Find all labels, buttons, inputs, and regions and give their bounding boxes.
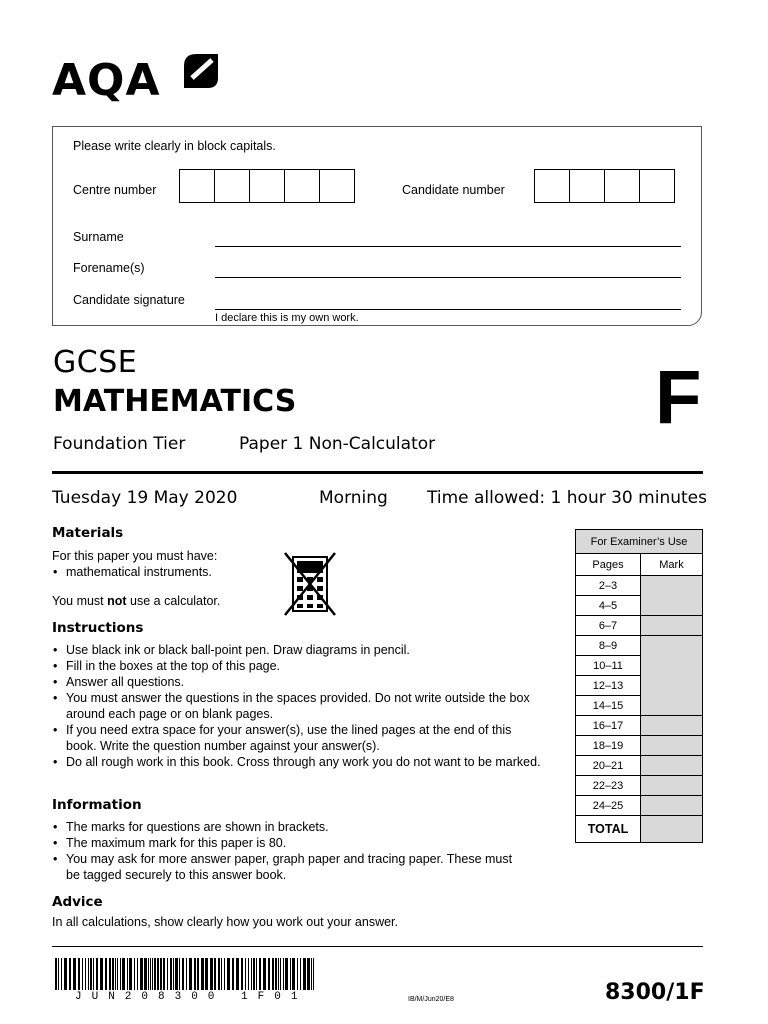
candidate-digit-box[interactable] bbox=[604, 169, 640, 203]
table-row: 16–17 bbox=[576, 716, 641, 736]
mark-cell[interactable] bbox=[641, 796, 703, 816]
table-row: 10–11 bbox=[576, 656, 641, 676]
list-item: • The maximum mark for this paper is 80. bbox=[52, 835, 522, 851]
examiner-table-title: For Examiner’s Use bbox=[576, 530, 703, 554]
logo-text: AQA bbox=[52, 55, 161, 106]
list-item: • Do all rough work in this book. Cross through any work you do not want to be marked. bbox=[52, 754, 542, 770]
footer-divider bbox=[52, 946, 703, 947]
qualification-title: GCSE bbox=[53, 345, 138, 380]
information-list bbox=[52, 819, 522, 883]
candidate-digit-box[interactable] bbox=[534, 169, 570, 203]
calculator-rule: You must not use a calculator. bbox=[52, 594, 221, 608]
pages-column-header: Pages bbox=[576, 554, 641, 576]
title-divider bbox=[52, 471, 703, 474]
list-item: • Answer all questions. bbox=[52, 674, 542, 690]
table-row: 4–5 bbox=[576, 596, 641, 616]
list-item: • You must answer the questions in the spaces provided. Do not write outside the box around each page or on blank pages. bbox=[52, 690, 542, 722]
centre-number-boxes[interactable] bbox=[179, 169, 355, 203]
block-capitals-instruction: Please write clearly in block capitals. bbox=[73, 139, 276, 153]
instructions-heading: Instructions bbox=[52, 620, 144, 636]
list-item: • The marks for questions are shown in brackets. bbox=[52, 819, 522, 835]
information-heading: Information bbox=[52, 797, 142, 813]
instructions-list bbox=[52, 642, 542, 770]
materials-intro: For this paper you must have: bbox=[52, 549, 218, 563]
advice-heading: Advice bbox=[52, 894, 103, 910]
list-item: • Use black ink or black ball-point pen. Draw diagrams in pencil. bbox=[52, 642, 542, 658]
advice-text: In all calculations, show clearly how you work out your answer. bbox=[52, 915, 398, 929]
mark-cell[interactable] bbox=[641, 616, 703, 636]
aqa-logo bbox=[52, 52, 222, 112]
examiner-use-table bbox=[575, 529, 703, 843]
mark-cell[interactable] bbox=[641, 636, 703, 716]
logo-mark-icon bbox=[182, 52, 220, 90]
table-row: 18–19 bbox=[576, 736, 641, 756]
centre-digit-box[interactable] bbox=[319, 169, 355, 203]
exam-session: Morning bbox=[319, 488, 388, 508]
table-row: 14–15 bbox=[576, 696, 641, 716]
centre-number-label: Centre number bbox=[73, 183, 157, 197]
table-row: 24–25 bbox=[576, 796, 641, 816]
table-row: 20–21 bbox=[576, 756, 641, 776]
mark-cell[interactable] bbox=[641, 736, 703, 756]
exam-date: Tuesday 19 May 2020 bbox=[52, 488, 238, 508]
candidate-number-label: Candidate number bbox=[402, 183, 505, 197]
materials-list bbox=[52, 564, 212, 580]
signature-field[interactable] bbox=[215, 309, 681, 310]
candidate-digit-box[interactable] bbox=[639, 169, 675, 203]
mark-cell[interactable] bbox=[641, 576, 703, 616]
total-label: TOTAL bbox=[576, 816, 641, 843]
candidate-digit-box[interactable] bbox=[569, 169, 605, 203]
table-row: 12–13 bbox=[576, 676, 641, 696]
forename-label: Forename(s) bbox=[73, 261, 145, 275]
paper-code: 8300/1F bbox=[605, 980, 705, 1005]
no-calculator-icon bbox=[283, 551, 337, 617]
centre-digit-box[interactable] bbox=[284, 169, 320, 203]
surname-label: Surname bbox=[73, 230, 124, 244]
mark-cell[interactable] bbox=[641, 776, 703, 796]
signature-label: Candidate signature bbox=[73, 293, 185, 307]
list-item: • You may ask for more answer paper, graph paper and tracing paper. These must be tagged securely to this answer book. bbox=[52, 851, 522, 883]
centre-digit-box[interactable] bbox=[214, 169, 250, 203]
table-row: 22–23 bbox=[576, 776, 641, 796]
reference-code: IB/M/Jun20/E8 bbox=[408, 996, 454, 1003]
subject-title: MATHEMATICS bbox=[53, 384, 297, 419]
surname-field[interactable] bbox=[215, 246, 681, 247]
table-row: 2–3 bbox=[576, 576, 641, 596]
centre-digit-box[interactable] bbox=[249, 169, 285, 203]
list-item: • If you need extra space for your answer(s), use the lined pages at the end of this book. Write the question number against your answer(s). bbox=[52, 722, 542, 754]
paper-label: Paper 1 Non-Calculator bbox=[239, 434, 436, 454]
list-item: • mathematical instruments. bbox=[52, 564, 212, 580]
forename-field[interactable] bbox=[215, 277, 681, 278]
table-row: 8–9 bbox=[576, 636, 641, 656]
candidate-number-boxes[interactable] bbox=[534, 169, 675, 203]
mark-column-header: Mark bbox=[641, 554, 703, 576]
tier-label: Foundation Tier bbox=[53, 434, 186, 454]
centre-digit-box[interactable] bbox=[179, 169, 215, 203]
mark-cell[interactable] bbox=[641, 716, 703, 736]
barcode-text: JUN208300 1F01 bbox=[75, 991, 308, 1003]
total-mark-cell[interactable] bbox=[641, 816, 703, 843]
table-row: 6–7 bbox=[576, 616, 641, 636]
barcode bbox=[55, 958, 317, 990]
tier-letter: F bbox=[655, 355, 702, 440]
time-allowed: Time allowed: 1 hour 30 minutes bbox=[427, 488, 707, 508]
materials-heading: Materials bbox=[52, 525, 124, 541]
mark-cell[interactable] bbox=[641, 756, 703, 776]
declaration-text: I declare this is my own work. bbox=[215, 312, 359, 324]
list-item: • Fill in the boxes at the top of this page. bbox=[52, 658, 542, 674]
